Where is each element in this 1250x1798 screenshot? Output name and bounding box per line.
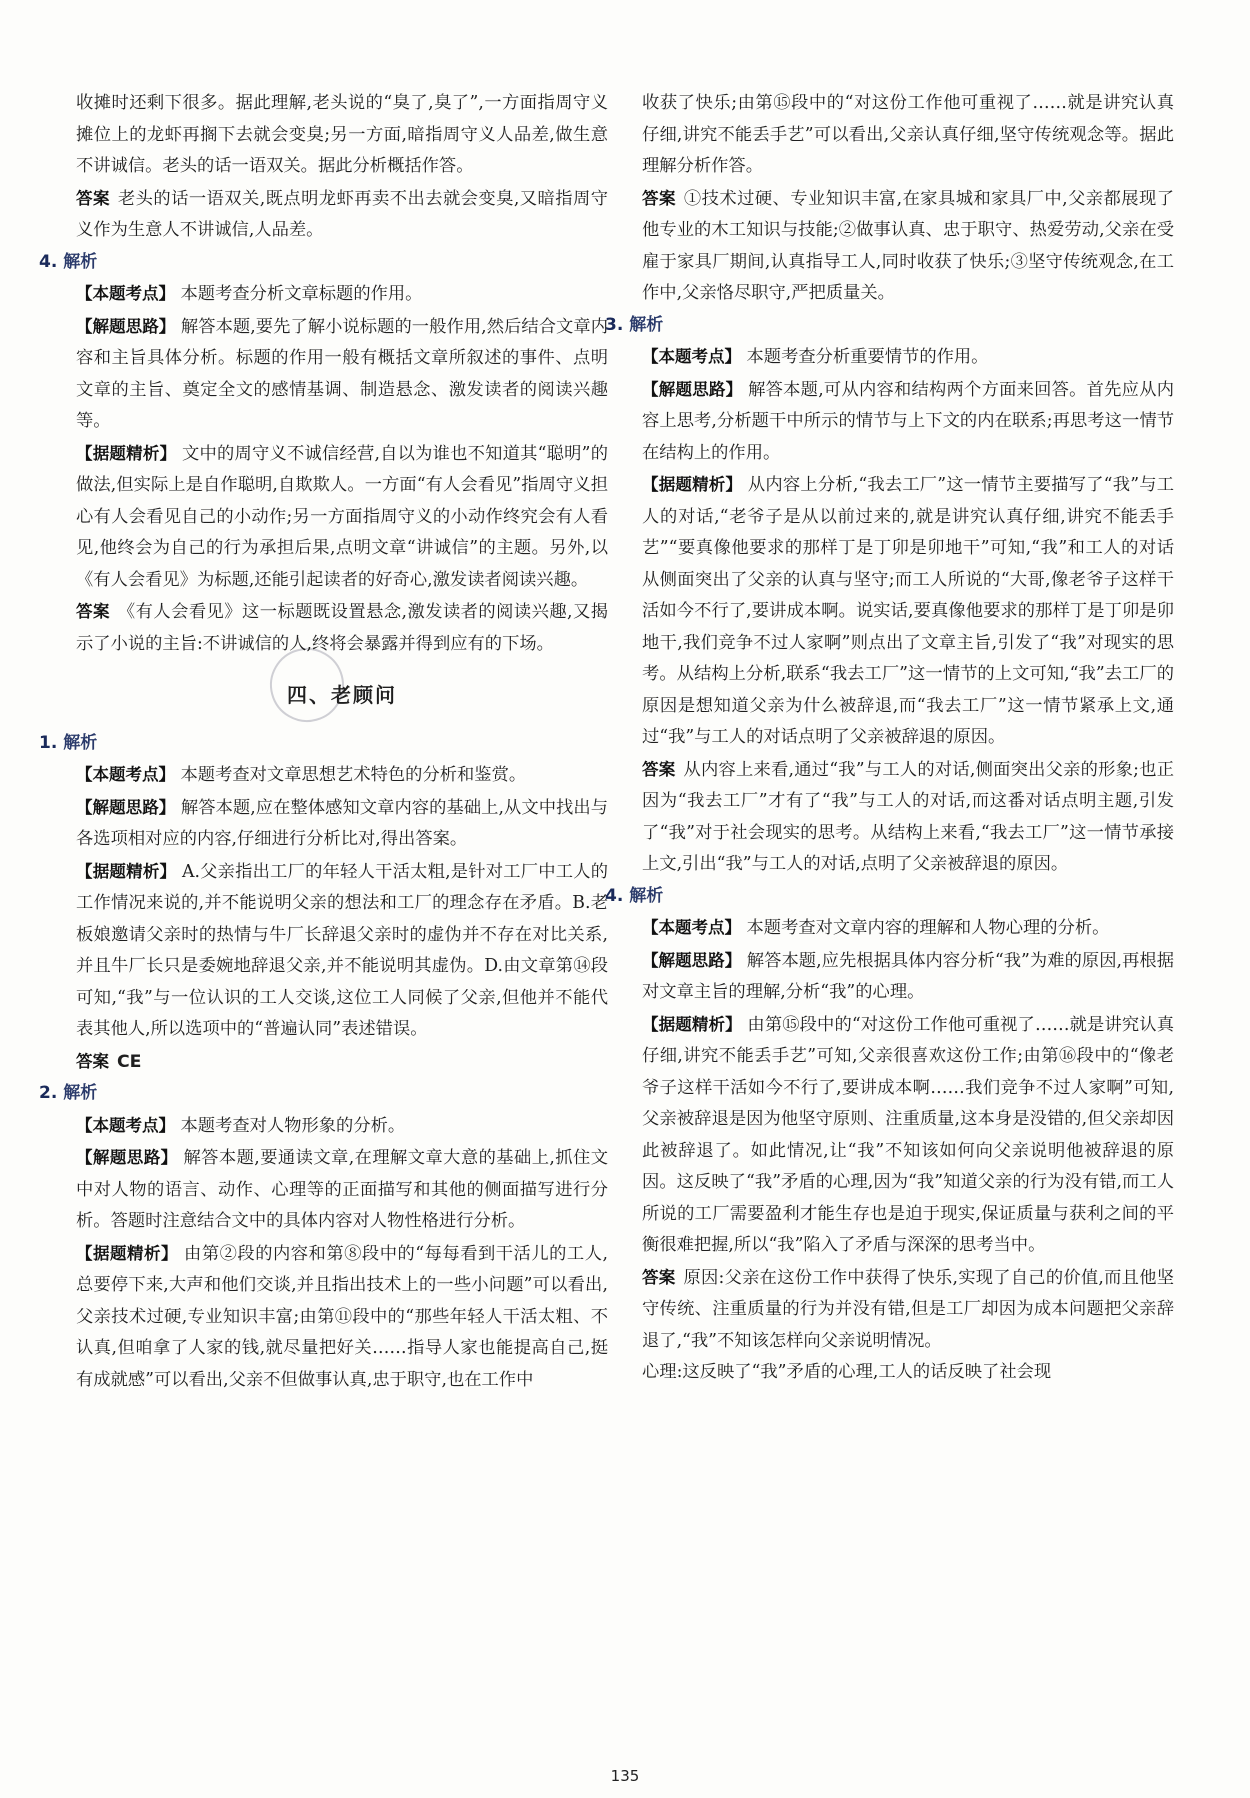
jingxi-label: 【据题精析】	[642, 475, 743, 494]
question-title: 解析	[629, 314, 664, 335]
question-heading	[39, 1078, 608, 1110]
answer-label: 答案	[76, 1051, 109, 1071]
kaodian-text: 本题考查分析文章标题的作用。	[180, 284, 423, 304]
silu-paragraph	[76, 311, 608, 438]
answer-label: 答案	[642, 188, 676, 208]
answer-paragraph	[76, 183, 608, 247]
answer-paragraph	[76, 1046, 608, 1079]
kaodian-paragraph	[642, 341, 1174, 374]
silu-label: 【解题思路】	[642, 950, 742, 970]
kaodian-label: 【本题考点】	[642, 918, 741, 937]
answer-text: ①技术过硬、专业知识丰富,在家具城和家具厂中,父亲都展现了他专业的木工知识与技能;②做事认真、忠于职守、热爱劳动,父亲在受雇于家具厂期间,认真指导工人,同时收获了快乐;③坚守传统观念,在工作中,父亲恪尽职守,严把质量关。	[642, 188, 1175, 303]
question-title: 解析	[63, 732, 98, 753]
kaodian-paragraph	[642, 912, 1174, 945]
right-column	[605, 88, 1175, 1389]
jingxi-text: 从内容上分析,“我去工厂”这一情节主要描写了“我”与工人的对话,“老爷子是从以前过来的,就是讲究认真仔细,讲究不能丢手艺”“要真像他要求的那样丁是丁卯是卯地干”可知,“我”和工人的对话从侧面突出了父亲的认真与坚守;而工人所说的“大哥,像老爷子这样干活如今不行了,要讲成本啊。说实话,要真像他要求的那样丁是丁卯是卯地干,我们竞争不过人家啊”则点出了文章主旨,引发了“我”对现实的思考。从结构上分析,联系“我去工厂”这一情节的上文可知,“我”去工厂的原因是想知道父亲为什么被辞退,而“我去工厂”这一情节紧承上文,通过“我”与工人的对话点明了父亲被辞退的原因。	[642, 475, 1174, 747]
kaodian-text: 本题考查对文章思想艺术特色的分析和鉴赏。	[180, 765, 527, 785]
question-heading	[605, 881, 1174, 913]
jingxi-label: 【据题精析】	[642, 1014, 742, 1034]
kaodian-label: 【本题考点】	[76, 1115, 175, 1135]
answer-text: 从内容上来看,通过“我”与工人的对话,侧面突出父亲的形象;也正因为“我去工厂”才有了“我”与工人的对话,而这番对话点明主题,引发了“我”对于社会现实的思考。从结构上来看,“我去工厂”这一情节承接上文,引出“我”与工人的对话,点明了父亲被辞退的原因。	[642, 759, 1174, 874]
silu-paragraph	[76, 792, 608, 856]
jingxi-label: 【据题精析】	[76, 861, 177, 881]
paragraph: 心理:这反映了“我”矛盾的心理,工人的话反映了社会现	[642, 1362, 1052, 1382]
answer-paragraph	[76, 596, 608, 660]
left-column	[39, 88, 609, 1396]
kaodian-text: 本题考查对人物形象的分析。	[180, 1115, 406, 1136]
answer-label: 答案	[642, 1267, 676, 1287]
answer-paragraph	[642, 183, 1174, 310]
answer-text: 《有人会看见》这一标题既设置悬念,激发读者的阅读兴趣,又揭示了小说的主旨:不讲诚信的人,终将会暴露并得到应有的下场。	[76, 602, 609, 654]
jingxi-text: 由第⑮段中的“对这份工作他可重视了……就是讲究认真仔细,讲究不能丢手艺”可知,父亲很喜欢这份工作;由第⑯段中的“像老爷子这样干活如今不行了,要讲成本啊……我们竞争不过人家啊”可知,父亲被辞退是因为他坚守原则、注重质量,这本身是没错的,但父亲却因此被辞退了。如此情况,让“我”不知该如何向父亲说明他被辞退的原因。这反映了“我”矛盾的心理,因为“我”知道父亲的行为没有错,而工人所说的工厂需要盈利才能生存也是迫于现实,保证质量与获利之间的平衡很难把握,所以“我”陷入了矛盾与深深的思考当中。	[642, 1014, 1174, 1255]
silu-label: 【解题思路】	[76, 316, 176, 336]
jingxi-paragraph	[76, 856, 608, 1046]
kaodian-paragraph	[76, 759, 608, 792]
question-heading	[39, 728, 608, 760]
kaodian-paragraph	[76, 278, 608, 311]
question-title: 解析	[63, 1083, 98, 1103]
question-number: 4.	[605, 885, 624, 906]
question-number: 3.	[605, 314, 624, 335]
silu-text: 解答本题,应在整体感知文章内容的基础上,从文中找出与各选项相对应的内容,仔细进行分析比对,得出答案。	[76, 797, 608, 849]
question-heading	[39, 247, 608, 279]
jingxi-text: 由第②段的内容和第⑧段中的“每每看到干活儿的工人,总要停下来,大声和他们交谈,并且指出技术上的一些小问题”可以看出,父亲技术过硬,专业知识丰富;由第⑪段中的“那些年轻人干活太粗、不认真,但咱拿了人家的钱,就尽量把好关……指导人家也能提高自己,挺有成就感”可以看出,父亲不但做事认真,忠于职守,也在工作中	[76, 1243, 608, 1390]
kaodian-label: 【本题考点】	[76, 284, 175, 303]
jingxi-label: 【据题精析】	[76, 1243, 179, 1263]
question-number: 2.	[39, 1083, 58, 1103]
silu-paragraph	[642, 945, 1174, 1009]
silu-label: 【解题思路】	[76, 1148, 178, 1167]
question-number: 4.	[39, 251, 58, 272]
answer-text: 原因:父亲在这份工作中获得了快乐,实现了自己的价值,而且他坚守传统、注重质量的行为并没有错,但是工厂却因为成本问题把父亲辞退了,“我”不知该怎样向父亲说明情况。	[642, 1267, 1175, 1351]
silu-paragraph	[76, 1142, 608, 1238]
answer-label: 答案	[76, 188, 110, 208]
silu-paragraph	[642, 374, 1174, 470]
jingxi-paragraph	[642, 1009, 1174, 1262]
jingxi-text: A.父亲指出工厂的年轻人干活太粗,是针对工厂中工人的工作情况来说的,并不能说明父亲的想法和工厂的理念存在矛盾。B.老板娘邀请父亲时的热情与牛厂长辞退父亲时的虚伪并不存在对比关系,并且牛厂长只是委婉地辞退父亲,并不能说明其虚伪。D.由文章第⑭段可知,“我”与一位认识的工人交谈,这位工人同候了父亲,但他并不能代表其他人,所以选项中的“普遍认同”表述错误。	[76, 861, 609, 1039]
answer-label: 答案	[642, 759, 676, 779]
jingxi-paragraph	[76, 438, 608, 597]
kaodian-paragraph	[76, 1110, 608, 1143]
question-heading	[605, 310, 1174, 342]
silu-label: 【解题思路】	[76, 797, 176, 817]
answer-text: 老头的话一语双关,既点明龙虾再卖不出去就会变臭,又暗指周守义作为生意人不讲诚信,人品差。	[76, 188, 609, 240]
paragraph: 收获了快乐;由第⑮段中的“对这份工作他可重视了……就是讲究认真仔细,讲究不能丢手艺”可以看出,父亲认真仔细,坚守传统观念等。据此理解分析作答。	[642, 93, 1174, 176]
answer-paragraph	[642, 754, 1174, 881]
silu-label: 【解题思路】	[642, 379, 743, 399]
question-title: 解析	[63, 251, 98, 272]
kaodian-label: 【本题考点】	[76, 765, 175, 784]
answer-paragraph	[642, 1262, 1174, 1358]
jingxi-paragraph	[76, 1238, 608, 1397]
jingxi-paragraph	[642, 469, 1174, 754]
answer-text: CE	[117, 1051, 142, 1072]
silu-text: 解答本题,应先根据具体内容分析“我”为难的原因,再根据对文章主旨的理解,分析“我”的心理。	[642, 950, 1174, 1002]
paragraph: 收摊时还剩下很多。据此理解,老头说的“臭了,臭了”,一方面指周守义摊位上的龙虾再搁下去就会变臭;另一方面,暗指周守义人品差,做生意不讲诚信。老头的话一语双关。据此分析概括作答。	[76, 93, 608, 176]
section-title: 四、老顾问	[287, 683, 397, 707]
question-title: 解析	[629, 885, 664, 906]
silu-text: 解答本题,可从内容和结构两个方面来回答。首先应从内容上思考,分析题干中所示的情节与上下文的内在联系;再思考这一情节在结构上的作用。	[642, 379, 1174, 463]
jingxi-text: 文中的周守义不诚信经营,自以为谁也不知道其“聪明”的做法,但实际上是自作聪明,自欺欺人。一方面“有人会看见”指周守义担心有人会看见自己的小动作;另一方面指周守义的小动作终究会有人看见,他终会为自己的行为承担后果,点明文章“讲诚信”的主题。另外,以《有人会看见》为标题,还能引起读者的好奇心,激发读者阅读兴趣。	[76, 443, 609, 590]
question-number: 1.	[39, 732, 58, 753]
page-number: 135	[610, 1767, 640, 1785]
jingxi-label: 【据题精析】	[76, 443, 177, 463]
answer-label: 答案	[76, 602, 110, 621]
kaodian-label: 【本题考点】	[642, 347, 741, 366]
kaodian-text: 本题考查对文章内容的理解和人物心理的分析。	[746, 918, 1110, 938]
silu-text: 解答本题,要先了解小说标题的一般作用,然后结合文章内容和主旨具体分析。标题的作用一般有概括文章所叙述的事件、点明文章的主旨、奠定全文的感情基调、制造悬念、激发读者的阅读兴趣等。	[76, 316, 608, 431]
silu-text: 解答本题,要通读文章,在理解文章大意的基础上,抓住文中对人物的语言、动作、心理等的正面描写和其他的侧面描写进行分析。答题时注意结合文中的具体内容对人物性格进行分析。	[76, 1148, 609, 1231]
kaodian-text: 本题考查分析重要情节的作用。	[746, 347, 989, 367]
